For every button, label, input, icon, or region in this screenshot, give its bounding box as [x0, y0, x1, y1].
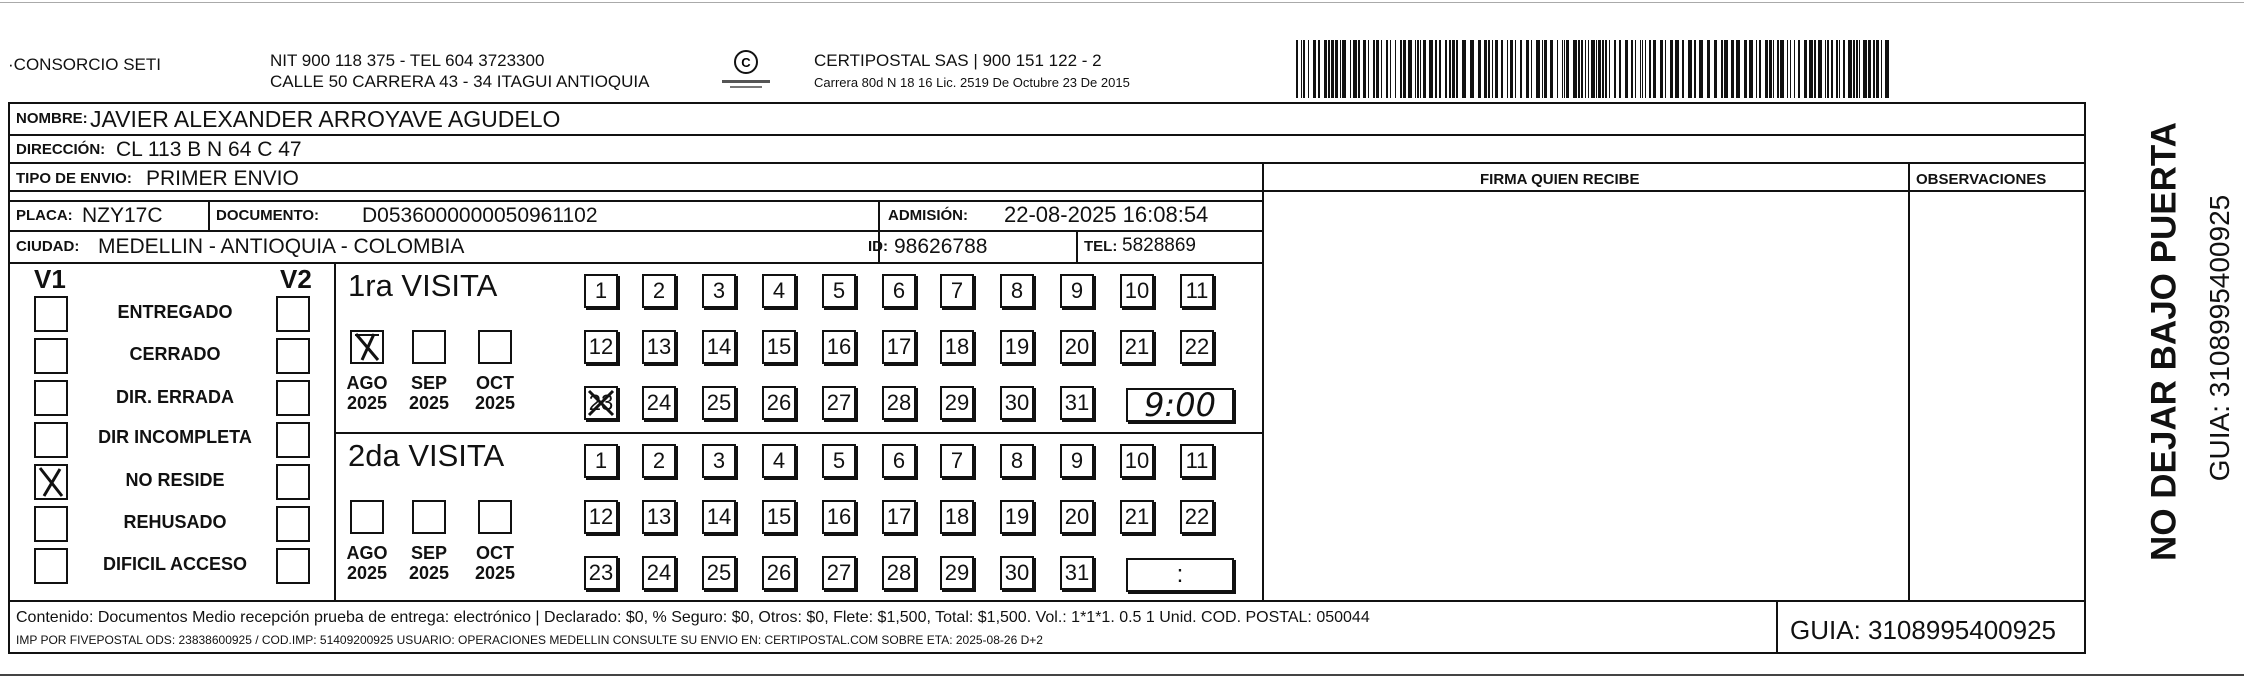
day-number: 24: [646, 560, 672, 585]
day-number: 4: [772, 278, 786, 303]
day-box[interactable]: [642, 274, 676, 308]
day-box[interactable]: [1060, 444, 1094, 478]
day-number: 12: [588, 334, 614, 359]
day-number: 19: [1004, 334, 1030, 359]
day-box[interactable]: [882, 556, 916, 590]
v1-checkbox[interactable]: [34, 506, 68, 542]
day-box[interactable]: [1120, 330, 1154, 364]
day-number: 29: [944, 560, 970, 585]
status-option-label: DIR. ERRADA: [115, 387, 234, 407]
side-banner: [2092, 112, 2240, 592]
observaciones-header: OBSERVACIONES: [1916, 171, 2047, 188]
month-checkbox[interactable]: [478, 330, 512, 364]
direccion-label: DIRECCIÓN:: [16, 141, 106, 158]
time-value: 9:00: [1144, 386, 1216, 424]
row-line: [8, 230, 1262, 232]
day-box[interactable]: [822, 500, 856, 534]
day-box[interactable]: [584, 330, 618, 364]
day-box[interactable]: [1060, 274, 1094, 308]
day-number: 30: [1004, 560, 1030, 585]
status-option-label: CERRADO: [129, 344, 221, 364]
day-box[interactable]: [882, 330, 916, 364]
time-box[interactable]: [1126, 388, 1234, 422]
day-box[interactable]: [642, 386, 676, 420]
day-number: 20: [1064, 504, 1090, 529]
tipo-envio-label: TIPO DE ENVIO:: [16, 170, 132, 187]
col-line: [208, 200, 210, 230]
day-number: 7: [950, 448, 964, 473]
day-number: 20: [1064, 334, 1090, 359]
day-box[interactable]: [1120, 444, 1154, 478]
row-line: [8, 600, 2086, 602]
footer-guia: GUIA: 3108995400925: [1790, 615, 2056, 645]
day-box[interactable]: [822, 330, 856, 364]
tel-value: 5828869: [1122, 235, 1196, 256]
month-checkbox[interactable]: [412, 330, 446, 364]
day-number: 16: [826, 334, 852, 359]
day-box[interactable]: [642, 500, 676, 534]
day-box[interactable]: [882, 444, 916, 478]
day-box[interactable]: [882, 386, 916, 420]
v1-checkbox[interactable]: [34, 338, 68, 374]
nombre-label: NOMBRE:: [16, 110, 88, 127]
row-line: [8, 162, 2086, 164]
day-box[interactable]: [1180, 444, 1214, 478]
id-label: ID:: [868, 238, 888, 255]
day-number: 2: [652, 278, 666, 303]
time-box[interactable]: [1126, 558, 1234, 592]
bottom-rule: [0, 674, 2244, 676]
day-number: 3: [712, 448, 726, 473]
month-year: 2025: [474, 563, 516, 583]
day-box[interactable]: [940, 500, 974, 534]
day-box[interactable]: [584, 444, 618, 478]
direccion-value: CL 113 B N 64 C 47: [116, 138, 302, 161]
footer-line-1: Contenido: Documentos Medio recepción prueba de entrega: electrónico | Declarado: $0, % Seguro: $0, Otros: $0, Flete: $1,500, Total: $1,500. Vol.: 1*1*1. 0.5 1 Unid. COD. POSTAL: 050044: [16, 609, 1370, 626]
day-box[interactable]: [1180, 330, 1214, 364]
day-box[interactable]: [642, 556, 676, 590]
day-number: 8: [1010, 278, 1024, 303]
day-number: 18: [944, 504, 970, 529]
row-line: [8, 262, 1262, 264]
admision-label: ADMISIÓN:: [888, 207, 968, 224]
day-number: 11: [1185, 278, 1209, 303]
v2-checkbox[interactable]: [276, 422, 310, 458]
day-box[interactable]: [1000, 556, 1034, 590]
day-box[interactable]: [702, 330, 736, 364]
day-number: 17: [886, 334, 912, 359]
day-box[interactable]: [642, 330, 676, 364]
day-number: 26: [766, 560, 792, 585]
visit-title: 1ra VISITA: [348, 268, 498, 303]
day-number: 3: [712, 278, 726, 303]
col-line: [334, 262, 336, 600]
day-number: 15: [766, 334, 792, 359]
day-box[interactable]: [940, 444, 974, 478]
day-box[interactable]: [822, 444, 856, 478]
svg-text:C: C: [741, 55, 751, 70]
col-line: [2084, 102, 2086, 654]
day-box[interactable]: [1180, 500, 1214, 534]
v1-checkbox[interactable]: [34, 464, 68, 500]
day-box[interactable]: [702, 274, 736, 308]
month-year: 2025: [408, 393, 450, 413]
day-number: 9: [1070, 278, 1084, 303]
nombre-value: JAVIER ALEXANDER ARROYAVE AGUDELO: [90, 106, 561, 132]
v2-checkbox[interactable]: [276, 296, 310, 332]
day-number: 23: [588, 390, 614, 415]
day-box[interactable]: [1120, 274, 1154, 308]
month-year: 2025: [346, 563, 388, 583]
day-number: 14: [706, 504, 732, 529]
day-number: 8: [1010, 448, 1024, 473]
side-guia: GUIA: 3108995400925: [2204, 194, 2235, 482]
day-number: 28: [886, 390, 912, 415]
placa-label: PLACA:: [16, 207, 73, 224]
day-box[interactable]: [940, 274, 974, 308]
v2-checkbox[interactable]: [276, 548, 310, 584]
status-option-label: NO RESIDE: [125, 470, 225, 490]
month-checkbox[interactable]: [350, 330, 384, 364]
day-box[interactable]: [1060, 500, 1094, 534]
day-box[interactable]: [822, 556, 856, 590]
day-box[interactable]: [762, 500, 796, 534]
barcode: [1296, 40, 1892, 98]
col-line: [1262, 162, 1264, 600]
documento-value: D0536000000050961102: [362, 204, 598, 227]
day-box[interactable]: [702, 500, 736, 534]
day-number: 4: [772, 448, 786, 473]
day-number: 26: [766, 390, 792, 415]
v2-checkbox[interactable]: [276, 506, 310, 542]
col-line: [1776, 600, 1778, 654]
day-number: 24: [646, 390, 672, 415]
day-box[interactable]: [1000, 274, 1034, 308]
day-number: 25: [706, 560, 732, 585]
no-dejar-bajo-puerta: NO DEJAR BAJO PUERTA: [2144, 122, 2184, 561]
v1-checkbox[interactable]: [34, 548, 68, 584]
ciudad-label: CIUDAD:: [16, 238, 80, 255]
status-option-label: ENTREGADO: [117, 302, 233, 322]
day-box[interactable]: [762, 274, 796, 308]
v1-checkbox[interactable]: [34, 380, 68, 416]
row-line: [8, 190, 2086, 192]
row-line: [334, 432, 1262, 434]
day-box[interactable]: [584, 386, 618, 420]
day-number: 29: [944, 390, 970, 415]
day-box[interactable]: [940, 556, 974, 590]
day-box[interactable]: [940, 386, 974, 420]
month-name: OCT: [476, 543, 514, 563]
day-number: 27: [826, 390, 852, 415]
month-checkbox[interactable]: [350, 500, 384, 534]
day-number: 19: [1004, 504, 1030, 529]
status-option-label: REHUSADO: [123, 512, 227, 532]
day-box[interactable]: [822, 386, 856, 420]
day-number: 11: [1185, 448, 1209, 473]
day-box[interactable]: [1060, 556, 1094, 590]
v1-header: V1: [34, 264, 66, 294]
day-box[interactable]: [1060, 330, 1094, 364]
nit-line-1: NIT 900 118 375 - TEL 604 3723300: [270, 51, 545, 70]
day-number: 18: [944, 334, 970, 359]
day-box[interactable]: [762, 444, 796, 478]
day-box[interactable]: [584, 274, 618, 308]
v2-header: V2: [280, 264, 312, 294]
day-box[interactable]: [1000, 444, 1034, 478]
time-value: :: [1176, 561, 1184, 588]
day-number: 23: [588, 560, 614, 585]
day-number: 22: [1184, 504, 1210, 529]
company-name: ·CONSORCIO SETI: [8, 55, 162, 74]
day-box[interactable]: [1000, 330, 1034, 364]
day-box[interactable]: [1000, 386, 1034, 420]
day-number: 30: [1004, 390, 1030, 415]
col-line: [1908, 162, 1910, 600]
day-number: 10: [1124, 448, 1150, 473]
firma-header: FIRMA QUIEN RECIBE: [1480, 171, 1640, 188]
v2-checkbox[interactable]: [276, 464, 310, 500]
day-box[interactable]: [882, 274, 916, 308]
day-number: 27: [826, 560, 852, 585]
top-rule: [0, 2, 2244, 3]
month-name: AGO: [346, 373, 388, 393]
day-number: 14: [706, 334, 732, 359]
v1-checkbox[interactable]: [34, 422, 68, 458]
certipostal-logo-icon: [718, 48, 774, 92]
certipostal-line-2: Carrera 80d N 18 16 Lic. 2519 De Octubre 23 De 2015: [814, 75, 1130, 90]
footer-line-2: IMP POR FIVEPOSTAL ODS: 23838600925 / COD.IMP: 51409200925 USUARIO: OPERACIONES MEDELLIN CONSULTE SU ENVIO EN: CERTIPOSTAL.COM SOBRE ETA: 2025-08-26 D+2: [16, 633, 1043, 647]
month-checkbox[interactable]: [412, 500, 446, 534]
day-box[interactable]: [822, 274, 856, 308]
day-number: 1: [594, 278, 608, 303]
day-number: 9: [1070, 448, 1084, 473]
status-option-label: DIFICIL ACCESO: [102, 554, 247, 574]
v2-checkbox[interactable]: [276, 380, 310, 416]
documento-label: DOCUMENTO:: [216, 207, 320, 224]
nit-line-2: CALLE 50 CARRERA 43 - 34 ITAGUI ANTIOQUIA: [270, 72, 650, 91]
day-box[interactable]: [1000, 500, 1034, 534]
day-number: 5: [832, 278, 846, 303]
day-number: 13: [646, 504, 672, 529]
day-number: 7: [950, 278, 964, 303]
day-box[interactable]: [702, 556, 736, 590]
status-option-label: DIR INCOMPLETA: [98, 427, 252, 447]
month-year: 2025: [408, 563, 450, 583]
day-number: 10: [1124, 278, 1150, 303]
month-year: 2025: [474, 393, 516, 413]
day-number: 17: [886, 504, 912, 529]
form-border: [8, 102, 2086, 654]
row-line: [8, 134, 2086, 136]
month-name: SEP: [410, 373, 448, 393]
tel-label: TEL:: [1084, 238, 1118, 255]
day-number: 1: [594, 448, 608, 473]
month-name: AGO: [346, 543, 388, 563]
day-box[interactable]: [702, 444, 736, 478]
day-number: 2: [652, 448, 666, 473]
placa-value: NZY17C: [82, 204, 163, 227]
day-number: 28: [886, 560, 912, 585]
day-number: 5: [832, 448, 846, 473]
day-number: 31: [1064, 560, 1090, 585]
col-line: [1076, 230, 1078, 262]
day-number: 16: [826, 504, 852, 529]
day-box[interactable]: [1180, 274, 1214, 308]
day-box[interactable]: [1060, 386, 1094, 420]
v1-checkbox[interactable]: [34, 296, 68, 332]
day-box[interactable]: [762, 386, 796, 420]
day-box[interactable]: [1120, 500, 1154, 534]
day-number: 15: [766, 504, 792, 529]
day-number: 21: [1124, 504, 1150, 529]
month-name: SEP: [410, 543, 448, 563]
certipostal-line-1: CERTIPOSTAL SAS | 900 151 122 - 2: [814, 51, 1102, 70]
month-name: OCT: [476, 373, 514, 393]
month-checkbox[interactable]: [478, 500, 512, 534]
day-number: 22: [1184, 334, 1210, 359]
day-box[interactable]: [762, 330, 796, 364]
admision-value: 22-08-2025 16:08:54: [1004, 202, 1209, 227]
visit-title: 2da VISITA: [348, 438, 505, 473]
day-number: 31: [1064, 390, 1090, 415]
day-box[interactable]: [642, 444, 676, 478]
day-number: 6: [892, 278, 906, 303]
day-number: 21: [1124, 334, 1150, 359]
day-number: 12: [588, 504, 614, 529]
day-box[interactable]: [584, 556, 618, 590]
day-number: 6: [892, 448, 906, 473]
tipo-envio-value: PRIMER ENVIO: [146, 167, 299, 190]
day-box[interactable]: [762, 556, 796, 590]
id-value: 98626788: [894, 235, 988, 258]
v2-checkbox[interactable]: [276, 338, 310, 374]
ciudad-value: MEDELLIN - ANTIOQUIA - COLOMBIA: [98, 235, 465, 258]
day-box[interactable]: [882, 500, 916, 534]
day-box[interactable]: [702, 386, 736, 420]
day-number: 25: [706, 390, 732, 415]
month-year: 2025: [346, 393, 388, 413]
day-box[interactable]: [584, 500, 618, 534]
day-number: 13: [646, 334, 672, 359]
day-box[interactable]: [940, 330, 974, 364]
